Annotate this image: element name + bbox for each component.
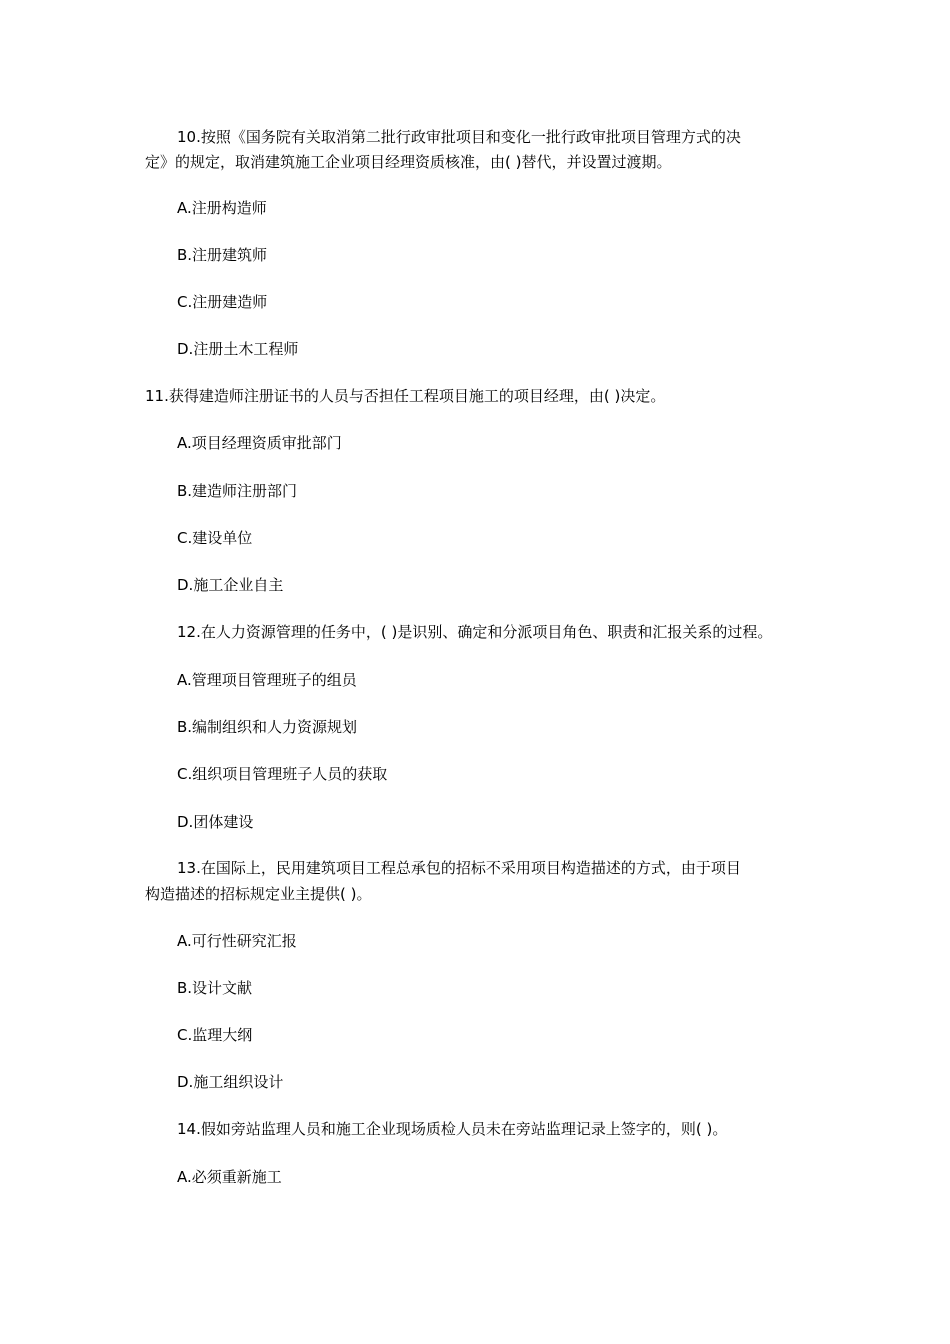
question-13-option-b: B.设计文献 [177,979,253,997]
question-11-option-c: C.建设单位 [177,529,253,547]
question-11-option-b: B.建造师注册部门 [177,482,298,500]
question-10-option-b: B.注册建筑师 [177,246,268,264]
question-13-option-d: D.施工组织设计 [177,1073,284,1091]
question-12-stem: 12.在人力资源管理的任务中，( )是识别、确定和分派项目角色、职责和汇报关系的过程。 [177,623,773,641]
question-13-option-a: A.可行性研究汇报 [177,932,297,950]
question-14-stem: 14.假如旁站监理人员和施工企业现场质检人员未在旁站监理记录上签字的，则( )。 [177,1120,728,1138]
question-10-option-c: C.注册建造师 [177,293,268,311]
question-12-option-b: B.编制组织和人力资源规划 [177,718,358,736]
question-10-option-a: A.注册构造师 [177,199,267,217]
question-11-option-d: D.施工企业自主 [177,576,284,594]
question-11-stem: 11.获得建造师注册证书的人员与否担任工程项目施工的项目经理，由( )决定。 [145,387,666,405]
question-12-option-c: C.组织项目管理班子人员的获取 [177,765,388,783]
question-12-option-d: D.团体建设 [177,813,254,831]
question-13-stem-line-1: 13.在国际上，民用建筑项目工程总承包的招标不采用项目构造描述的方式，由于项目 [177,859,741,877]
question-11-option-a: A.项目经理资质审批部门 [177,434,342,452]
question-12-option-a: A.管理项目管理班子的组员 [177,671,357,689]
question-14-option-a: A.必须重新施工 [177,1168,282,1186]
question-10-stem-line-1: 10.按照《国务院有关取消第二批行政审批项目和变化一批行政审批项目管理方式的决 [177,128,741,146]
question-10-option-d: D.注册土木工程师 [177,340,299,358]
question-10-stem-line-2: 定》的规定，取消建筑施工企业项目经理资质核准，由( )替代，并设置过渡期。 [145,153,672,171]
question-13-stem-line-2: 构造描述的招标规定业主提供( )。 [145,885,372,903]
question-13-option-c: C.监理大纲 [177,1026,253,1044]
